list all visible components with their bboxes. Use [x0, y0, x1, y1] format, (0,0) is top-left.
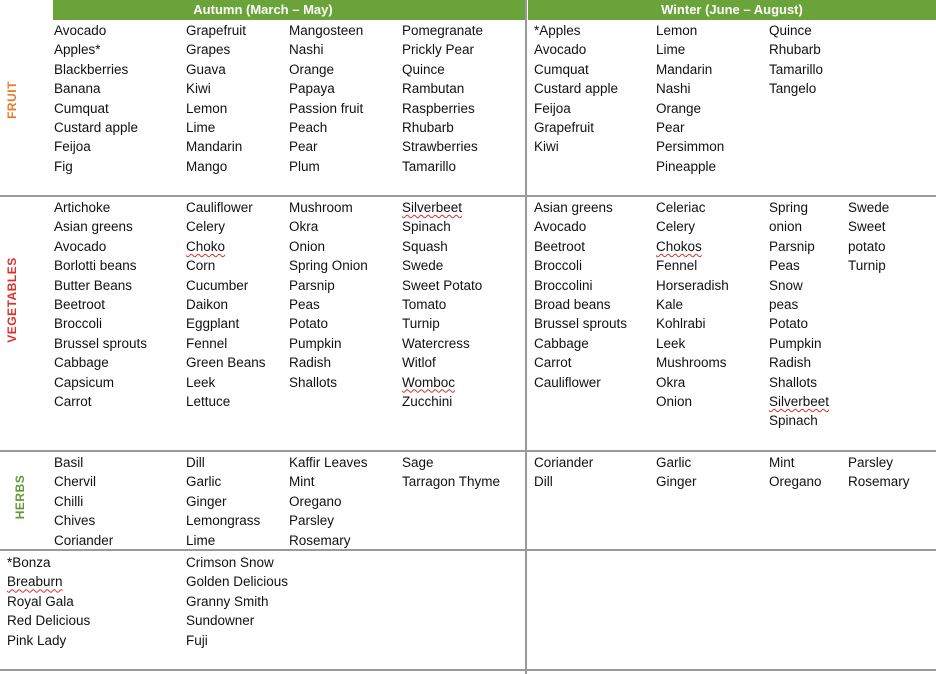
fruit-autumn-col-3 [289, 21, 363, 176]
list-item: Sage [402, 455, 434, 470]
list-item: Feijoa [534, 100, 571, 116]
list-item: Fuji [186, 632, 208, 648]
list-item: Tamarillo [402, 158, 457, 174]
list-item: Daikon [186, 296, 229, 312]
list-item: Mango [186, 158, 228, 174]
list-item: Dill [186, 455, 205, 470]
list-item: Capsicum [54, 374, 115, 390]
list-item: Pink Lady [7, 632, 67, 648]
list-item: Shallots [289, 374, 338, 390]
list-item: Dill [534, 474, 553, 490]
list-item: Cabbage [54, 355, 109, 371]
list-item: Onion [656, 393, 693, 409]
list-item: Kaffir Leaves [289, 455, 368, 470]
list-item: Chives [54, 513, 96, 529]
list-item: Cumquat [54, 100, 109, 116]
list-item: Choko [186, 238, 226, 254]
list-item: Grapefruit [534, 119, 595, 135]
list-item: Mint [289, 474, 315, 490]
list-item: Lime [186, 532, 216, 548]
list-item: Spring Onion [289, 258, 368, 274]
list-item: Apples* [54, 42, 101, 58]
list-item: Tarragon Thyme [402, 474, 501, 490]
list-item: Fig [54, 158, 73, 174]
fruit-autumn-col-4 [402, 21, 483, 176]
list-item: Kohlrabi [656, 316, 706, 332]
list-item: Kale [656, 296, 684, 312]
list-item: Oregano [289, 493, 342, 509]
list-item: Brussel sprouts [534, 316, 628, 332]
list-item: Guava [186, 61, 226, 77]
list-item: Rhubarb [769, 42, 821, 58]
list-item: Mandarin [656, 61, 713, 77]
list-item: Sweet [848, 219, 886, 235]
list-item: Peach [289, 119, 328, 135]
list-item: Watercress [402, 335, 470, 351]
fruit-autumn-col-1 [54, 21, 138, 176]
list-item: Coriander [534, 455, 594, 470]
list-item: Lime [186, 119, 216, 135]
list-item: Green Beans [186, 355, 266, 371]
list-item: Chilli [54, 493, 84, 509]
list-item: Pumpkin [289, 335, 342, 351]
list-item: Potato [769, 316, 809, 332]
list-item: Garlic [656, 455, 692, 470]
list-item: Rambutan [402, 81, 465, 97]
list-item: Lemongrass [186, 513, 261, 529]
list-item: Broccoli [534, 258, 583, 274]
list-item: Broad beans [534, 296, 611, 312]
herbs-winter-col-4 [848, 453, 910, 492]
herbs-autumn-col-4 [402, 453, 500, 492]
list-item: Fennel [186, 335, 228, 351]
list-item: Basil [54, 455, 84, 470]
list-item: Beetroot [534, 238, 586, 254]
fruit-winter-col-3 [769, 21, 823, 99]
list-item: Leek [656, 335, 686, 351]
list-item: Coriander [54, 532, 114, 548]
list-item: Brussel sprouts [54, 335, 148, 351]
fruit-autumn-col-2 [186, 21, 246, 176]
list-item: Swede [848, 200, 890, 215]
list-item: Swede [402, 258, 444, 274]
list-item: Carrot [54, 393, 92, 409]
list-item: Turnip [848, 258, 886, 274]
list-item: Parsnip [289, 277, 335, 293]
list-item: Ginger [186, 493, 227, 509]
list-item: Pumpkin [769, 335, 822, 351]
list-item: Tomato [402, 296, 447, 312]
list-item: Sweet Potato [402, 277, 483, 293]
list-item: Mushroom [289, 200, 353, 215]
list-item: Garlic [186, 474, 222, 490]
season-divider [525, 0, 527, 674]
list-item: potato [848, 238, 886, 254]
list-item: Avocado [534, 219, 587, 235]
list-item: Chokos [656, 238, 702, 254]
list-item: Borlotti beans [54, 258, 137, 274]
veg-autumn-col-4 [402, 198, 482, 411]
list-item: Mint [769, 455, 795, 470]
list-item: Cumquat [534, 61, 589, 77]
veg-winter-col-1 [534, 198, 627, 392]
list-item: Spring [769, 200, 809, 215]
list-item: Strawberries [402, 139, 478, 155]
list-item: Fennel [656, 258, 698, 274]
list-item: Prickly Pear [402, 42, 475, 58]
list-item: Quince [402, 61, 445, 77]
list-item: Squash [402, 238, 448, 254]
list-item: Carrot [534, 355, 572, 371]
list-item: Cauliflower [534, 374, 601, 390]
list-item: Custard apple [54, 119, 139, 135]
list-item: Rosemary [848, 474, 910, 490]
list-item: Avocado [534, 42, 587, 58]
list-item: Red Delicious [7, 613, 91, 629]
list-item: Zucchini [402, 393, 453, 409]
list-item: Celeriac [656, 200, 706, 215]
list-item: Pear [656, 119, 685, 135]
list-item: Plum [289, 158, 320, 174]
fruit-winter-col-2 [656, 21, 724, 176]
list-item: Papaya [289, 81, 335, 97]
divider-herbs-apples [0, 549, 936, 551]
list-item: Corn [186, 258, 216, 274]
list-item: Tamarillo [769, 61, 824, 77]
autumn-header: Autumn (March – May) [193, 2, 333, 17]
list-item: Banana [54, 81, 101, 97]
list-item: Okra [656, 374, 686, 390]
list-item: Golden Delicious [186, 574, 289, 590]
list-item: Raspberries [402, 100, 475, 116]
list-item: peas [769, 296, 799, 312]
veg-winter-col-3 [769, 198, 829, 431]
list-item: Persimmon [656, 139, 725, 155]
list-item: Lime [656, 42, 686, 58]
list-item: *Apples [534, 23, 581, 38]
list-item: Tangelo [769, 81, 817, 97]
veg-autumn-col-3 [289, 198, 368, 392]
fruit-winter-col-1 [534, 21, 618, 157]
list-item: Radish [769, 355, 812, 371]
list-item: Cucumber [186, 277, 249, 293]
list-item: Quince [769, 23, 812, 38]
list-item: Passion fruit [289, 100, 364, 116]
list-item: Rhubarb [402, 119, 454, 135]
herbs-winter-col-3 [769, 453, 822, 492]
herbs-winter-col-2 [656, 453, 697, 492]
divider-fruit-veg [0, 195, 936, 197]
fruit-label: FRUIT [5, 81, 19, 119]
list-item: Crimson Snow [186, 555, 274, 570]
list-item: Spinach [769, 413, 818, 429]
list-item: Granny Smith [186, 593, 269, 609]
list-item: Okra [289, 219, 319, 235]
list-item: Custard apple [534, 81, 619, 97]
list-item: Asian greens [54, 219, 133, 235]
list-item: Parsley [848, 455, 894, 470]
list-item: Royal Gala [7, 593, 74, 609]
vegetables-label: VEGETABLES [5, 257, 19, 343]
list-item: Turnip [402, 316, 440, 332]
divider-veg-herbs [0, 450, 936, 452]
list-item: Chervil [54, 474, 97, 490]
list-item: Nashi [656, 81, 691, 97]
list-item: Lettuce [186, 393, 231, 409]
list-item: Sundowner [186, 613, 255, 629]
list-item: Artichoke [54, 200, 111, 215]
list-item: Avocado [54, 23, 107, 38]
list-item: Orange [289, 61, 335, 77]
list-item: Lemon [656, 23, 698, 38]
veg-autumn-col-2 [186, 198, 266, 411]
list-item: Blackberries [54, 61, 129, 77]
list-item: Parsley [289, 513, 335, 529]
list-item: Broccoli [54, 316, 103, 332]
list-item: Beetroot [54, 296, 106, 312]
list-item: Cauliflower [186, 200, 253, 215]
list-item: Onion [289, 238, 326, 254]
list-item: Kiwi [186, 81, 211, 97]
herbs-autumn-col-3 [289, 453, 368, 550]
list-item: Celery [186, 219, 226, 235]
list-item: Cabbage [534, 335, 589, 351]
list-item: Feijoa [54, 139, 91, 155]
herbs-autumn-col-1 [54, 453, 113, 550]
list-item: Womboc [402, 374, 456, 390]
list-item: Oregano [769, 474, 822, 490]
list-item: Peas [289, 296, 320, 312]
herbs-winter-col-1 [534, 453, 593, 492]
list-item: Kiwi [534, 139, 559, 155]
winter-header: Winter (June – August) [661, 2, 803, 17]
list-item: Parsnip [769, 238, 815, 254]
list-item: *Bonza [7, 555, 51, 570]
list-item: Mangosteen [289, 23, 364, 38]
list-item: Rosemary [289, 532, 351, 548]
apples-col-2 [186, 553, 288, 650]
list-item: Breaburn [7, 574, 63, 590]
list-item: Eggplant [186, 316, 240, 332]
list-item: Peas [769, 258, 800, 274]
list-item: Ginger [656, 474, 697, 490]
list-item: Witlof [402, 355, 436, 371]
list-item: Celery [656, 219, 696, 235]
list-item: Pineapple [656, 158, 717, 174]
veg-winter-col-2 [656, 198, 729, 411]
list-item: Silverbeet [402, 200, 463, 215]
apples-col-1 [7, 553, 90, 650]
list-item: Pear [289, 139, 318, 155]
list-item: Spinach [402, 219, 451, 235]
list-item: Grapes [186, 42, 231, 58]
list-item: Asian greens [534, 200, 613, 215]
list-item: Lemon [186, 100, 228, 116]
veg-autumn-col-1 [54, 198, 147, 411]
list-item: Mandarin [186, 139, 243, 155]
list-item: Mushrooms [656, 355, 727, 371]
list-item: Horseradish [656, 277, 729, 293]
divider-bottom [0, 669, 936, 671]
list-item: Silverbeet [769, 393, 830, 409]
list-item: Shallots [769, 374, 818, 390]
list-item: Radish [289, 355, 332, 371]
veg-winter-col-4 [848, 198, 889, 276]
list-item: Snow [769, 277, 803, 293]
list-item: Grapefruit [186, 23, 247, 38]
list-item: onion [769, 219, 803, 235]
list-item: Butter Beans [54, 277, 133, 293]
list-item: Potato [289, 316, 329, 332]
list-item: Orange [656, 100, 702, 116]
herbs-label: HERBS [13, 474, 27, 520]
list-item: Avocado [54, 238, 107, 254]
herbs-autumn-col-2 [186, 453, 260, 550]
list-item: Leek [186, 374, 216, 390]
list-item: Pomegranate [402, 23, 484, 38]
list-item: Nashi [289, 42, 324, 58]
list-item: Broccolini [534, 277, 593, 293]
